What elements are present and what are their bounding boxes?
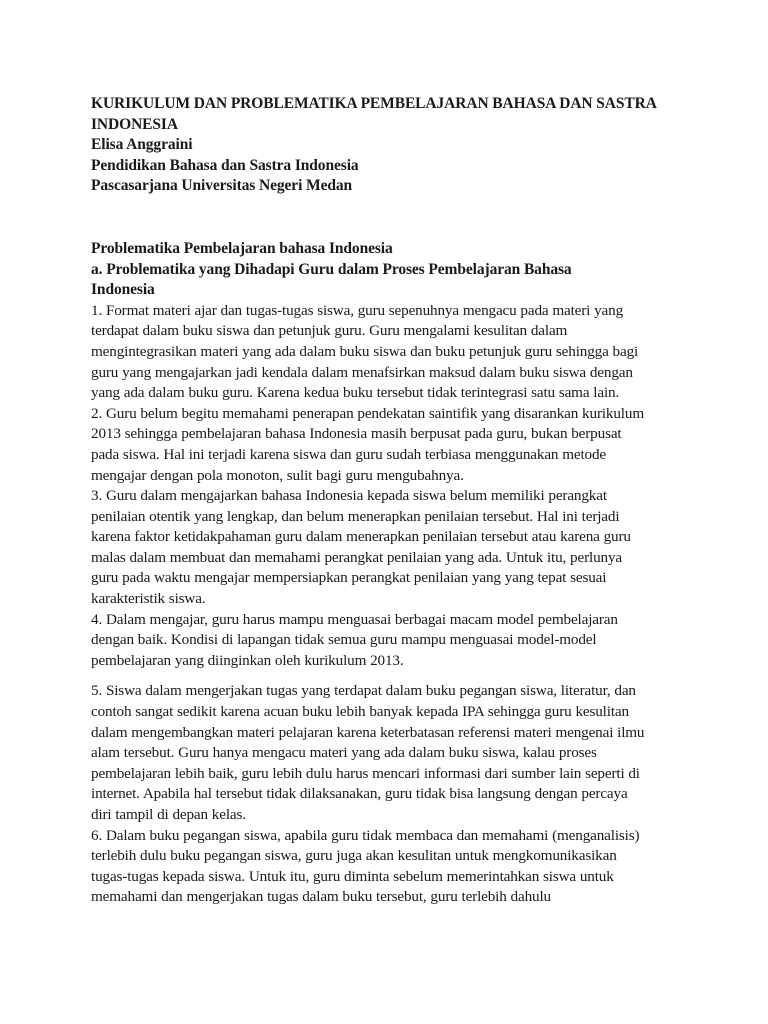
paragraph-5: 5. Siswa dalam mengerjakan tugas yang terdapat dalam buku pegangan siswa, literatur, dan contoh sangat sedikit karena acuan buku lebih banyak kepada IPA sehingga guru kesulitan dalam mengembangkan materi pelajaran karena keterbatasan referensi materi mengenai ilmu alam tersebut. Guru hanya mengacu materi yang ada dalam buku siswa, kalau proses pembelajaran lebih baik, guru lebih dulu harus mencari informasi dari sumber lain seperti di internet. Apabila hal tersebut tidak dilaksanakan, guru tidak bisa langsung dengan percaya diri tampil di depan kelas. (91, 682, 645, 823)
subsection-heading: a. Problematika yang Dihadapi Guru dalam Proses Pembelajaran Bahasa Indonesia (91, 260, 572, 299)
document-header (91, 94, 691, 197)
paragraph-6: 6. Dalam buku pegangan siswa, apabila guru tidak membaca dan memahami (menganalisis) terlebih dulu buku pegangan siswa, guru juga akan kesulitan untuk mengkomunikasikan tugas-tugas kepada siswa. Untuk itu, guru diminta sebelum memerintahkan siswa untuk memahami dan mengerjakan tugas dalam buku tersebut, guru terlebih dahulu (91, 826, 640, 906)
author-name: Elisa Anggraini (91, 136, 193, 154)
institution-name: Pascasarjana Universitas Negeri Medan (91, 177, 353, 195)
document-page (91, 94, 691, 908)
paragraph-4: 4. Dalam mengajar, guru harus mampu menguasai berbagai macam model pembelajaran dengan baik. Kondisi di lapangan tidak semua guru mampu menguasai model-model pembelajaran yang diinginkan oleh kurikulum 2013. (91, 610, 618, 669)
paragraph-1: 1. Format materi ajar dan tugas-tugas siswa, guru sepenuhnya mengacu pada materi yang terdapat dalam buku siswa dan petunjuk guru. Guru mengalami kesulitan dalam mengintegrasikan materi yang ada dalam buku siswa dan buku petunjuk guru sehingga bagi guru yang mengajarkan jadi kendala dalam menafsirkan maksud dalam buku siswa dengan yang ada dalam buku guru. Karena kedua buku tersebut tidak terintegrasi satu sama lain. (91, 301, 639, 402)
paragraph-2: 2. Guru belum begitu memahami penerapan pendekatan saintifik yang disarankan kurikulum 2013 sehingga pembelajaran bahasa Indonesia masih berpusat pada guru, bukan berpusat pada siswa. Hal ini terjadi karena siswa dan guru sudah terbiasa menggunakan metode mengajar dengan pola monoton, sulit bagi guru mengubahnya. (91, 404, 644, 484)
study-program: Pendidikan Bahasa dan Sastra Indonesia (91, 156, 359, 174)
document-title: KURIKULUM DAN PROBLEMATIKA PEMBELAJARAN BAHASA DAN SASTRA INDONESIA (91, 95, 660, 133)
spacer (91, 197, 691, 239)
paragraph-gap (91, 671, 691, 681)
section-heading: Problematika Pembelajaran bahasa Indonesia (91, 239, 393, 257)
paragraph-3: 3. Guru dalam mengajarkan bahasa Indonesia kepada siswa belum memiliki perangkat penilaian otentik yang lengkap, dan belum menerapkan penilaian tersebut. Hal ini terjadi karena faktor ketidakpahaman guru dalam menerapkan penilaian tersebut atau karena guru malas dalam membuat dan memahami perangkat penilaian yang ada. Untuk itu, perlunya guru pada waktu mengajar mempersiapkan perangkat penilaian yang yang tepat sesuai karakteristik siswa. (91, 487, 631, 608)
